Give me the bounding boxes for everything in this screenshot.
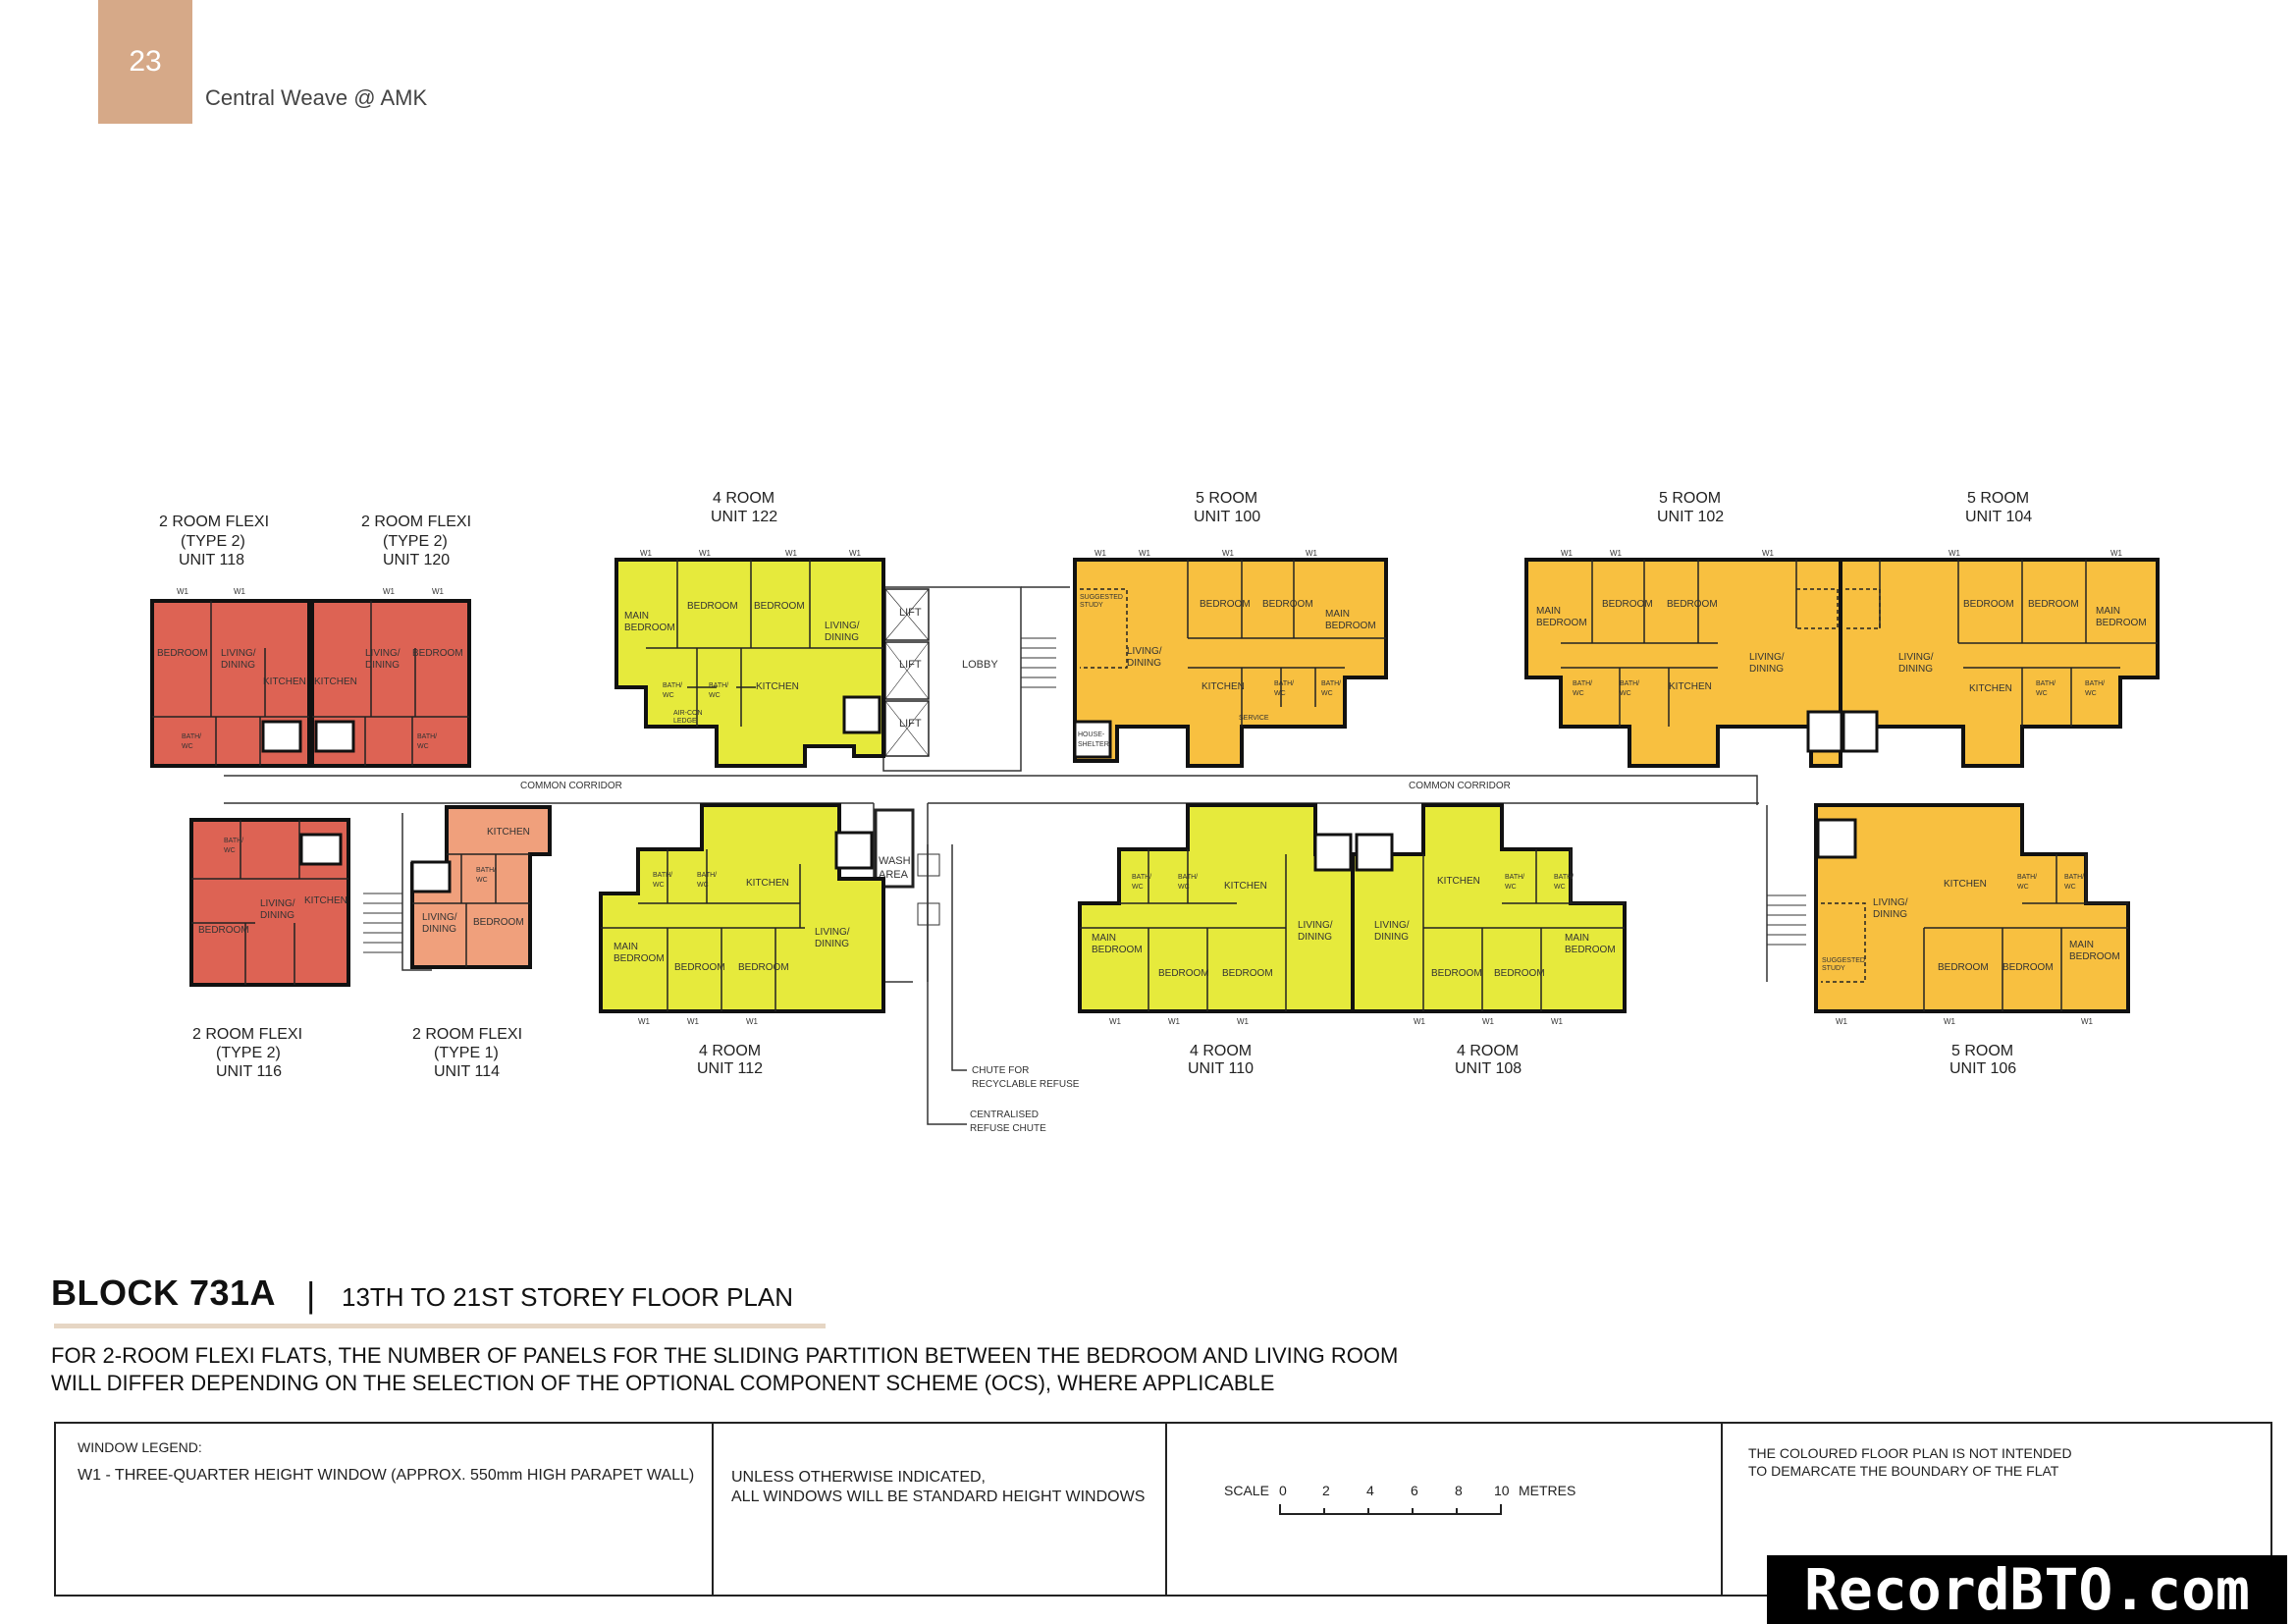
room-bath: BATH/ xyxy=(1554,874,1575,881)
room-bath: BATH/ xyxy=(2085,680,2106,687)
unit-104-label-2: UNIT 104 xyxy=(1965,509,2033,525)
room-main-bedroom: BEDROOM xyxy=(2096,618,2147,628)
room-main-bedroom: MAIN xyxy=(1325,609,1350,620)
room-kitchen: KITCHEN xyxy=(756,681,799,692)
room-living: LIVING/ xyxy=(1898,652,1934,663)
scale-tick: 6 xyxy=(1411,1483,1418,1498)
room-living: LIVING/ xyxy=(825,621,860,631)
unit-118-label-1: 2 ROOM FLEXI xyxy=(159,514,270,530)
room-main-bedroom: MAIN xyxy=(1565,933,1589,944)
watermark-logo: RecordBTO.com xyxy=(1767,1555,2287,1624)
room-bedroom: BEDROOM xyxy=(1222,968,1273,979)
window-label: W1 xyxy=(2081,1017,2093,1026)
room-kitchen: KITCHEN xyxy=(304,895,347,906)
unit-100-fill xyxy=(1075,560,1386,766)
room-bath: BATH/ xyxy=(663,682,683,689)
room-bath: WC xyxy=(224,847,236,854)
room-bedroom: BEDROOM xyxy=(1431,968,1482,979)
legend-item-w1: W1 - THREE-QUARTER HEIGHT WINDOW (APPROX. 550mm HIGH PARAPET WALL) xyxy=(78,1467,695,1484)
room-service-yard: SERVICE xyxy=(1239,715,1269,722)
room-bath: WC xyxy=(2064,884,2076,891)
room-bedroom: BEDROOM xyxy=(1938,962,1989,973)
unit-122-label-1: 4 ROOM xyxy=(713,490,775,507)
room-main-bedroom: MAIN xyxy=(2096,606,2120,617)
room-bath: BATH/ xyxy=(1620,680,1640,687)
unit-110-label-2: UNIT 110 xyxy=(1188,1060,1254,1077)
room-living: DINING xyxy=(1873,909,1907,920)
room-bath: WC xyxy=(1505,884,1517,891)
window-label: W1 xyxy=(1762,549,1774,558)
room-bedroom: BEDROOM xyxy=(754,601,805,612)
window-label: W1 xyxy=(687,1017,699,1026)
wash-area-label-2: AREA xyxy=(879,869,908,881)
room-living: LIVING/ xyxy=(1127,646,1162,657)
scale-tick: 10 xyxy=(1494,1483,1510,1498)
room-main-bedroom: MAIN xyxy=(1092,933,1116,944)
scale-ruler xyxy=(1279,1502,1515,1516)
room-main-bedroom: MAIN xyxy=(2069,940,2094,950)
unit-116-label-3: UNIT 116 xyxy=(216,1063,282,1080)
unit-118-label-2: (TYPE 2) xyxy=(181,533,245,550)
unit-108-label-1: 4 ROOM xyxy=(1457,1043,1520,1059)
chute-central-label-2: REFUSE CHUTE xyxy=(970,1123,1046,1134)
room-living: LIVING/ xyxy=(365,648,400,659)
window-label: W1 xyxy=(699,549,711,558)
room-living: DINING xyxy=(365,660,400,671)
room-bath: BATH/ xyxy=(2064,874,2085,881)
legend-title: WINDOW LEGEND: xyxy=(78,1439,202,1455)
window-label: W1 xyxy=(177,587,188,596)
legend-cell-scale xyxy=(1165,1424,1723,1595)
room-bath: BATH/ xyxy=(653,872,673,879)
unit-120-label-1: 2 ROOM FLEXI xyxy=(361,514,472,530)
room-bath: BATH/ xyxy=(1321,680,1342,687)
room-kitchen: KITCHEN xyxy=(746,878,789,889)
room-bath: WC xyxy=(1620,690,1631,697)
unit-122-fill xyxy=(616,560,883,766)
unit-120-label-3: UNIT 120 xyxy=(383,552,451,568)
room-bedroom: BEDROOM xyxy=(198,925,249,936)
room-main-bedroom: BEDROOM xyxy=(2069,951,2120,962)
unit-106-label-1: 5 ROOM xyxy=(1951,1043,2014,1059)
window-label: W1 xyxy=(1944,1017,1955,1026)
room-living: LIVING/ xyxy=(1749,652,1785,663)
room-living: DINING xyxy=(1374,932,1409,943)
scale-label: SCALE xyxy=(1224,1483,1269,1498)
unit-108-fill xyxy=(1353,805,1625,1011)
window-label: W1 xyxy=(1109,1017,1121,1026)
window-label: W1 xyxy=(1610,549,1622,558)
legend-cell-window xyxy=(56,1424,714,1595)
page-number: 23 xyxy=(98,0,192,124)
window-label: W1 xyxy=(1168,1017,1180,1026)
room-kitchen: KITCHEN xyxy=(1969,683,2012,694)
room-shelter: HOUSE- xyxy=(1078,731,1105,738)
room-bath: WC xyxy=(1573,690,1584,697)
room-bath: WC xyxy=(697,882,709,889)
window-label: W1 xyxy=(234,587,245,596)
window-label: W1 xyxy=(1482,1017,1494,1026)
unit-114-label-1: 2 ROOM FLEXI xyxy=(412,1026,523,1043)
chute-box-2 xyxy=(918,903,939,925)
room-kitchen: KITCHEN xyxy=(1224,881,1267,892)
unit-102-label-2: UNIT 102 xyxy=(1657,509,1725,525)
floor-subtitle: 13TH TO 21ST STOREY FLOOR PLAN xyxy=(342,1282,793,1312)
window-label: W1 xyxy=(1222,549,1234,558)
room-bath: BATH/ xyxy=(697,872,718,879)
window-label: W1 xyxy=(785,549,797,558)
room-bedroom: BEDROOM xyxy=(1602,599,1653,610)
room-living: DINING xyxy=(815,939,849,949)
room-main-bedroom: BEDROOM xyxy=(1565,945,1616,955)
window-label: W1 xyxy=(746,1017,758,1026)
note-line-2: WILL DIFFER DEPENDING ON THE SELECTION OF THE OPTIONAL COMPONENT SCHEME (OCS), WHERE APPLICABLE xyxy=(51,1371,1275,1395)
room-living: LIVING/ xyxy=(221,648,256,659)
room-living: DINING xyxy=(1749,664,1784,675)
standard-window-note-1: UNLESS OTHERWISE INDICATED, xyxy=(731,1469,986,1486)
window-label: W1 xyxy=(1139,549,1150,558)
room-living: DINING xyxy=(1298,932,1332,943)
unit-112-label-1: 4 ROOM xyxy=(699,1043,762,1059)
corridor-label-left: COMMON CORRIDOR xyxy=(520,781,622,791)
room-living: DINING xyxy=(260,910,294,921)
room-bath: BATH/ xyxy=(709,682,729,689)
window-label: W1 xyxy=(638,1017,650,1026)
lobby-label: LOBBY xyxy=(962,659,998,671)
chute-central-label-1: CENTRALISED xyxy=(970,1110,1040,1120)
unit-116-label-2: (TYPE 2) xyxy=(216,1045,281,1061)
room-bedroom: BEDROOM xyxy=(738,962,789,973)
room-main-bedroom: BEDROOM xyxy=(1536,618,1587,628)
room-bedroom: BEDROOM xyxy=(1963,599,2014,610)
window-label: W1 xyxy=(2110,549,2122,558)
room-bath: WC xyxy=(1321,690,1333,697)
unit-102-fill xyxy=(1526,560,1841,766)
room-living: LIVING/ xyxy=(260,898,295,909)
room-study: STUDY xyxy=(1080,602,1103,609)
room-living: LIVING/ xyxy=(1374,920,1410,931)
room-bedroom: BEDROOM xyxy=(1158,968,1209,979)
unit-102-label-1: 5 ROOM xyxy=(1659,490,1722,507)
disclaimer-line-2: TO DEMARCATE THE BOUNDARY OF THE FLAT xyxy=(1748,1463,2059,1479)
block-title: BLOCK 731A xyxy=(51,1272,277,1313)
window-label: W1 xyxy=(640,549,652,558)
chute-recycle-label-2: RECYCLABLE REFUSE xyxy=(972,1079,1080,1090)
scale-units: METRES xyxy=(1519,1483,1576,1498)
room-bedroom: BEDROOM xyxy=(1200,599,1251,610)
room-bath: BATH/ xyxy=(2036,680,2056,687)
room-bedroom: BEDROOM xyxy=(473,917,524,928)
window-label: W1 xyxy=(1306,549,1317,558)
window-label: W1 xyxy=(383,587,395,596)
room-kitchen: KITCHEN xyxy=(263,677,306,687)
unit-104-fill xyxy=(1841,560,2158,766)
room-bedroom: BEDROOM xyxy=(674,962,725,973)
lift-label-2: LIFT xyxy=(899,659,922,671)
corridor-label-right: COMMON CORRIDOR xyxy=(1409,781,1511,791)
room-main-bedroom: BEDROOM xyxy=(624,623,675,633)
disclaimer-line-1: THE COLOURED FLOOR PLAN IS NOT INTENDED xyxy=(1748,1445,2072,1461)
scale-tick: 2 xyxy=(1322,1483,1330,1498)
room-living: DINING xyxy=(1898,664,1933,675)
room-shelter: SHELTER xyxy=(1078,741,1109,748)
scale-tick: 8 xyxy=(1455,1483,1463,1498)
unit-106-fill xyxy=(1816,805,2128,1011)
title-separator: | xyxy=(306,1274,316,1315)
scale-tick: 4 xyxy=(1366,1483,1374,1498)
room-bedroom: BEDROOM xyxy=(412,648,463,659)
chute-recycle-label-1: CHUTE FOR xyxy=(972,1065,1030,1076)
room-bedroom: BEDROOM xyxy=(2028,599,2079,610)
room-kitchen: KITCHEN xyxy=(1201,681,1245,692)
room-bath: WC xyxy=(2017,884,2029,891)
room-living: DINING xyxy=(825,632,859,643)
unit-100-label-2: UNIT 100 xyxy=(1194,509,1261,525)
room-bath: WC xyxy=(2036,690,2048,697)
room-bedroom: BEDROOM xyxy=(1667,599,1718,610)
room-study: SUGGESTED xyxy=(1080,594,1123,601)
room-living: DINING xyxy=(422,924,456,935)
title-underline xyxy=(54,1324,826,1328)
room-main-bedroom: MAIN xyxy=(624,611,649,622)
unit-114-label-2: (TYPE 1) xyxy=(434,1045,499,1061)
room-main-bedroom: BEDROOM xyxy=(1092,945,1143,955)
room-main-bedroom: BEDROOM xyxy=(614,953,665,964)
room-bath: BATH/ xyxy=(1178,874,1199,881)
unit-116-label-1: 2 ROOM FLEXI xyxy=(192,1026,303,1043)
window-label: W1 xyxy=(1414,1017,1425,1026)
unit-120-label-2: (TYPE 2) xyxy=(383,533,448,550)
room-main-bedroom: MAIN xyxy=(1536,606,1561,617)
room-bath: BATH/ xyxy=(1573,680,1593,687)
room-bedroom: BEDROOM xyxy=(2002,962,2054,973)
room-kitchen: KITCHEN xyxy=(1437,876,1480,887)
room-bath: WC xyxy=(417,743,429,750)
unit-114-label-3: UNIT 114 xyxy=(434,1063,500,1080)
room-living: LIVING/ xyxy=(1873,897,1908,908)
room-living: DINING xyxy=(221,660,255,671)
room-bath: BATH/ xyxy=(1132,874,1152,881)
room-bath: BATH/ xyxy=(224,838,244,844)
room-bath: WC xyxy=(709,692,721,699)
wash-area-label-1: WASH xyxy=(879,855,911,867)
room-bath: WC xyxy=(2085,690,2097,697)
unit-104-label-1: 5 ROOM xyxy=(1967,490,2030,507)
room-bath: WC xyxy=(1178,884,1190,891)
room-bath: WC xyxy=(653,882,665,889)
room-study: STUDY xyxy=(1822,965,1845,972)
window-label: W1 xyxy=(432,587,444,596)
unit-106-label-2: UNIT 106 xyxy=(1949,1060,2017,1077)
room-bath: WC xyxy=(1132,884,1144,891)
room-bath: WC xyxy=(663,692,674,699)
room-kitchen: KITCHEN xyxy=(314,677,357,687)
room-bedroom: BEDROOM xyxy=(157,648,208,659)
room-bath: WC xyxy=(182,743,193,750)
room-bedroom: BEDROOM xyxy=(1494,968,1545,979)
chute-box-1 xyxy=(918,854,939,876)
room-study: SUGGESTED xyxy=(1822,957,1865,964)
project-name: Central Weave @ AMK xyxy=(205,85,428,110)
room-aircon: LEDGE xyxy=(673,718,697,725)
standard-window-note-2: ALL WINDOWS WILL BE STANDARD HEIGHT WINDOWS xyxy=(731,1489,1146,1505)
unit-fills xyxy=(152,560,2158,1011)
room-living: DINING xyxy=(1127,658,1161,669)
room-bath: BATH/ xyxy=(1274,680,1295,687)
unit-118-label-3: UNIT 118 xyxy=(179,552,244,568)
room-bedroom: BEDROOM xyxy=(1262,599,1313,610)
note-line-1: FOR 2-ROOM FLEXI FLATS, THE NUMBER OF PANELS FOR THE SLIDING PARTITION BETWEEN THE BEDROOM AND LIVING ROOM xyxy=(51,1343,1399,1368)
room-aircon: AIR-CON xyxy=(673,710,703,717)
window-label: W1 xyxy=(1561,549,1573,558)
room-kitchen: KITCHEN xyxy=(487,827,530,838)
window-label: W1 xyxy=(849,549,861,558)
room-main-bedroom: MAIN xyxy=(614,942,638,952)
window-label: W1 xyxy=(1095,549,1106,558)
unit-108-label-2: UNIT 108 xyxy=(1455,1060,1522,1077)
unit-110-label-1: 4 ROOM xyxy=(1190,1043,1253,1059)
room-kitchen: KITCHEN xyxy=(1669,681,1712,692)
window-label: W1 xyxy=(1836,1017,1847,1026)
unit-122-label-2: UNIT 122 xyxy=(711,509,778,525)
room-bath: BATH/ xyxy=(182,733,202,740)
floor-plan-diagram xyxy=(0,471,2296,1159)
room-bath: BATH/ xyxy=(2017,874,2038,881)
room-main-bedroom: BEDROOM xyxy=(1325,621,1376,631)
room-bath: BATH/ xyxy=(476,867,497,874)
room-bath: WC xyxy=(476,877,488,884)
legend-cell-standard xyxy=(712,1424,1167,1595)
room-bath: BATH/ xyxy=(1505,874,1525,881)
lift-label-1: LIFT xyxy=(899,607,922,619)
window-label: W1 xyxy=(1949,549,1960,558)
window-label: W1 xyxy=(1551,1017,1563,1026)
window-label: W1 xyxy=(1237,1017,1249,1026)
lift-label-3: LIFT xyxy=(899,718,922,730)
room-bedroom: BEDROOM xyxy=(687,601,738,612)
room-living: LIVING/ xyxy=(815,927,850,938)
room-living: LIVING/ xyxy=(1298,920,1333,931)
unit-100-label-1: 5 ROOM xyxy=(1196,490,1258,507)
room-kitchen: KITCHEN xyxy=(1944,879,1987,890)
scale-tick: 0 xyxy=(1279,1483,1287,1498)
room-bath: WC xyxy=(1274,690,1286,697)
unit-112-label-2: UNIT 112 xyxy=(697,1060,763,1077)
room-bath: WC xyxy=(1554,884,1566,891)
room-bath: BATH/ xyxy=(417,733,438,740)
unit-110-fill xyxy=(1080,805,1353,1011)
room-living: LIVING/ xyxy=(422,912,457,923)
